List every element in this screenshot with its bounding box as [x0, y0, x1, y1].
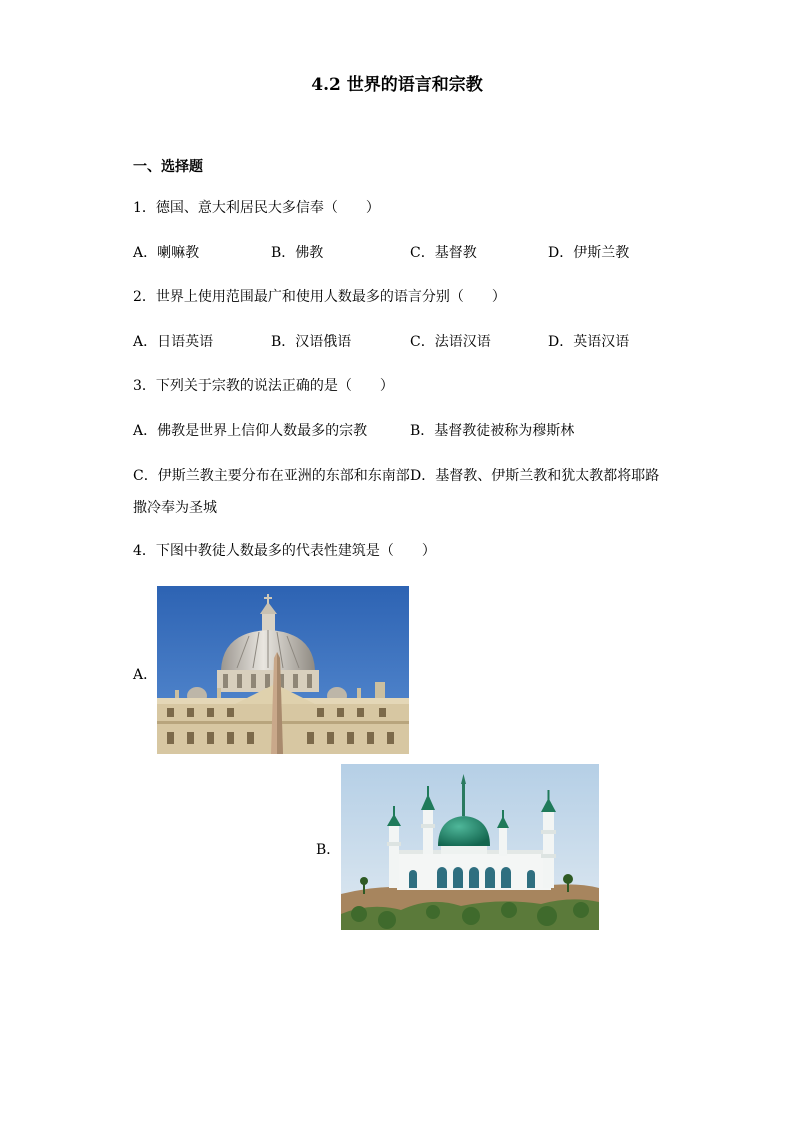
question-1-option-b: B．佛教	[271, 245, 324, 261]
question-3-option-d-continued: 撒冷奉为圣城	[133, 500, 217, 516]
question-2-option-c: C．法语汉语	[410, 334, 491, 350]
question-4-option-a: A．	[133, 667, 158, 683]
question-3-option-c: C．伊斯兰教主要分布在亚洲的东部和东南部	[133, 468, 410, 484]
section-heading: 一、选择题	[133, 159, 203, 175]
question-2-stem: 2．世界上使用范围最广和使用人数最多的语言分别（ ）	[133, 289, 506, 305]
question-2-option-a: A．日语英语	[133, 334, 214, 350]
question-4-stem: 4．下图中教徒人数最多的代表性建筑是（ ）	[133, 543, 436, 559]
question-3-option-d: D．基督教、伊斯兰教和犹太教都将耶路	[410, 468, 660, 484]
question-2-option-d: D．英语汉语	[548, 334, 630, 350]
question-1-stem: 1．德国、意大利居民大多信奉（ ）	[133, 200, 380, 216]
question-1-option-d: D．伊斯兰教	[548, 245, 630, 261]
basilica-photo	[157, 586, 409, 754]
question-4-option-b: B．	[316, 842, 341, 858]
question-3-option-b: B．基督教徒被称为穆斯林	[410, 423, 575, 439]
question-3-option-a: A．佛教是世界上信仰人数最多的宗教	[133, 423, 368, 439]
question-1-option-a: A．喇嘛教	[133, 245, 200, 261]
question-2-option-b: B．汉语俄语	[271, 334, 352, 350]
question-1-option-c: C．基督教	[410, 245, 477, 261]
mosque-photo	[341, 764, 599, 930]
page-title: 4.2 世界的语言和宗教	[311, 75, 483, 95]
question-3-stem: 3．下列关于宗教的说法正确的是（ ）	[133, 378, 394, 394]
